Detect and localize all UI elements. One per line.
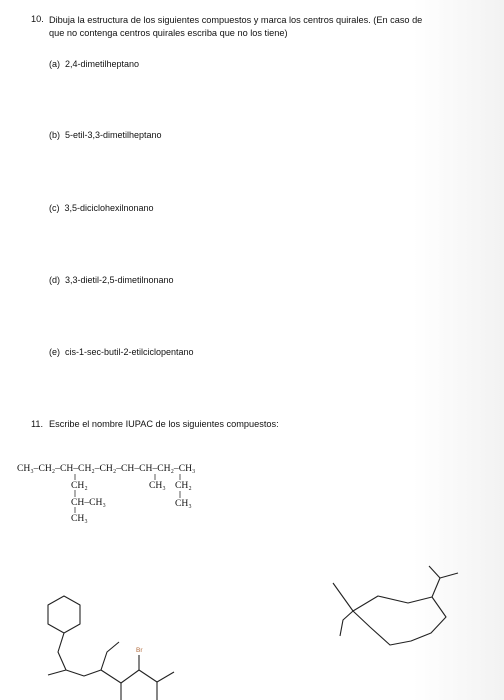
condensed-formula-main-chain: CH₃–CH₂–CH–CH₂–CH₂–CH–CH–CH₂–CH₃ [17, 463, 196, 474]
item-a-label: (a) [49, 59, 60, 69]
formula-bond-ticks [75, 474, 180, 513]
item-b-label: (b) [49, 130, 60, 140]
branch-d [157, 672, 174, 682]
cyclohexane-ring [48, 596, 80, 633]
formula-branch-1-ch2: CH₂ [71, 480, 88, 491]
isopropyl-left-lower [340, 611, 353, 636]
question-10-number: 10. [31, 14, 44, 24]
formula-branch-3-ch2: CH₂ [175, 480, 192, 491]
item-a-name: 2,4-dimetilheptano [65, 59, 140, 69]
skeletal-structure-1 [48, 596, 174, 700]
main-chain [58, 633, 157, 700]
question-10-line-2: que no contenga centros quirales escriba que no los tiene) [49, 27, 288, 38]
item-c-name: 3,5-diciclohexilnonano [64, 203, 154, 213]
item-e-label: (e) [49, 347, 60, 357]
item-c-label: (c) [49, 203, 60, 213]
item-b-name: 5-etil-3,3-dimetilheptano [65, 130, 162, 140]
formula-branch-1-chch3: CH–CH₃ [71, 497, 106, 508]
item-d-label: (d) [49, 275, 60, 285]
formula-branch-2-ch3: CH₃ [149, 480, 166, 491]
branch-b [101, 642, 119, 670]
question-11-number: 11. [31, 419, 44, 429]
isopropyl-right-branch-1 [429, 566, 440, 578]
item-e-name: cis-1-sec-butil-2-etilciclopentano [65, 347, 194, 357]
formula-branch-1-ch3: CH₃ [71, 513, 88, 524]
bromine-label: Br [136, 647, 143, 654]
isopropyl-right-branch-2 [440, 573, 458, 578]
isopropyl-right-stem [432, 578, 440, 597]
question-10-line-1: Dibuja la estructura de los siguientes compuestos y marca los centros quirales. (En caso de [49, 15, 423, 25]
isopropyl-left-upper [333, 583, 353, 611]
question-11-text: Escribe el nombre IUPAC de los siguientes compuestos: [49, 419, 279, 429]
macrocycle-ring [353, 596, 446, 645]
item-d-name: 3,3-dietil-2,5-dimetilnonano [65, 275, 174, 285]
branch-a [48, 670, 66, 675]
formula-branch-3-ch3: CH₃ [175, 498, 192, 509]
skeletal-structure-2 [333, 566, 458, 645]
